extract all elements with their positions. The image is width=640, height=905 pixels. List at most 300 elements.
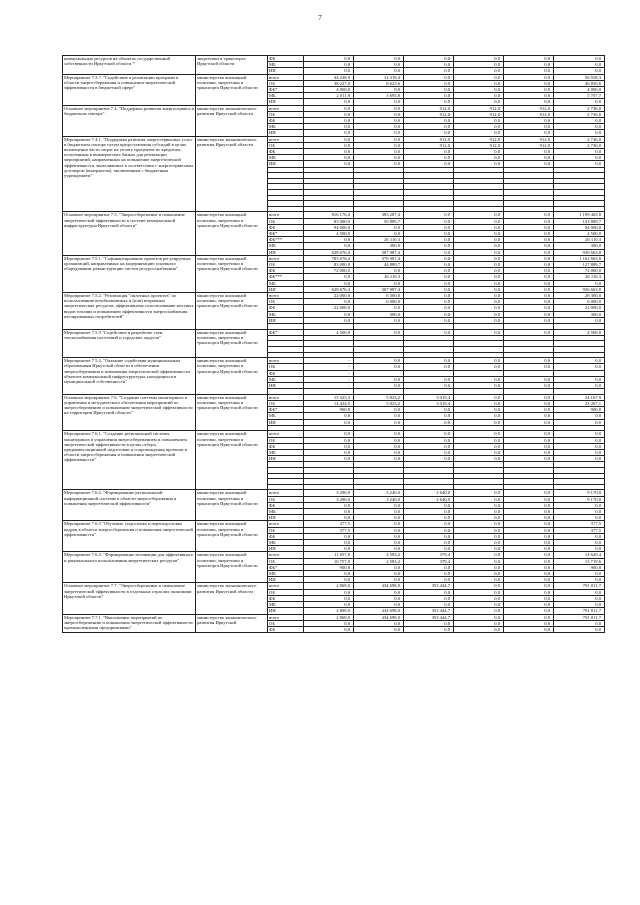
amount-cell: 0,0 (454, 564, 504, 570)
amount-cell: 0,0 (404, 74, 454, 80)
amount-cell: 0,0 (304, 130, 354, 136)
amount-cell: 0,0 (304, 124, 354, 130)
amount-cell: 912,0 (404, 105, 454, 111)
amount-cell: 0,0 (354, 383, 404, 389)
amount-cell: 5 707,7 (554, 93, 605, 99)
amount-cell: 0,0 (504, 450, 554, 456)
amount-cell: 0,0 (354, 105, 404, 111)
amount-cell: 0,0 (454, 437, 504, 443)
amount-cell: 0,0 (554, 515, 605, 521)
amount-cell: 0,0 (554, 149, 605, 155)
amount-cell: 0,0 (454, 394, 504, 400)
amount-cell: 0,0 (554, 124, 605, 130)
amount-cell: 0,0 (354, 364, 404, 370)
amount-cell: 0,0 (454, 626, 504, 632)
amount-cell: 0,0 (404, 595, 454, 601)
amount-cell: 0,0 (354, 149, 404, 155)
activity-name: Мероприятие 7.6.2. "Формирование региональной информационной системы в области энергосбережения и повышения энергетической эффективности" (63, 490, 196, 521)
amount-cell: 0,0 (404, 329, 454, 335)
amount-cell: 0,0 (504, 490, 554, 496)
amount-cell: 0,0 (454, 280, 504, 286)
amount-cell: 0,0 (404, 450, 454, 456)
amount-cell: 0,0 (454, 231, 504, 237)
amount-cell: 0,0 (454, 614, 504, 620)
amount-cell: 23 267,1 (554, 401, 605, 407)
amount-cell: 912,0 (504, 105, 554, 111)
amount-cell: 0,0 (304, 105, 354, 111)
amount-cell: 0,0 (454, 419, 504, 425)
amount-cell: 0,0 (454, 502, 504, 508)
amount-cell: 0,0 (504, 274, 554, 280)
funding-source-cell: ОБ (268, 299, 304, 305)
amount-cell: 0,0 (504, 515, 554, 521)
amount-cell: 0,0 (504, 509, 554, 515)
amount-cell: 0,0 (554, 502, 605, 508)
amount-cell: 377,5 (304, 521, 354, 527)
amount-cell: 2 869,0 (304, 614, 354, 620)
amount-cell: 0,0 (454, 602, 504, 608)
amount-cell: 24 167,9 (554, 394, 605, 400)
amount-cell: 0,0 (454, 364, 504, 370)
amount-cell: 0,0 (404, 293, 454, 299)
amount-cell: 46 850,6 (554, 80, 605, 86)
amount-cell: 0,0 (554, 437, 605, 443)
funding-source-cell: всего (268, 74, 304, 80)
amount-cell: 0,0 (304, 56, 354, 62)
amount-cell: 83 000,0 (304, 262, 354, 268)
funding-source-cell: всего (268, 394, 304, 400)
amount-cell: 0,0 (304, 443, 354, 449)
amount-cell: 3 240,0 (354, 496, 404, 502)
funding-source-cell: ИИ (268, 286, 304, 292)
amount-cell: 307 987,4 (354, 286, 404, 292)
amount-cell: 9 170,0 (554, 496, 605, 502)
amount-cell: 912,0 (454, 142, 504, 148)
funding-source-cell: МБ (268, 155, 304, 161)
amount-cell: 0,0 (354, 571, 404, 577)
amount-cell: 0,0 (304, 620, 354, 626)
amount-cell: 0,0 (504, 546, 554, 552)
activity-name: Мероприятие 7.3.7. "Содействие в реализации программ в области энергосбережения и повышения энергетической эффективности в бюджетной сфере" (63, 74, 196, 105)
amount-cell: 353 444,7 (404, 614, 454, 620)
amount-cell: 0,0 (504, 231, 554, 237)
amount-cell: 0,0 (304, 502, 354, 508)
funding-source-cell: всего (268, 136, 304, 142)
amount-cell: 0,0 (404, 155, 454, 161)
amount-cell: 94 000,0 (554, 224, 605, 230)
funding-source-cell: ФБ (268, 502, 304, 508)
amount-cell: 0,0 (504, 317, 554, 323)
amount-cell: 0,0 (504, 571, 554, 577)
amount-cell: 0,0 (354, 577, 404, 583)
funding-source-cell: МБ (268, 450, 304, 456)
amount-cell: 0,0 (404, 224, 454, 230)
amount-cell: 0,0 (304, 118, 354, 124)
amount-cell: 0,0 (404, 231, 454, 237)
responsible-executor: министерство экономического развития Иркутской области (196, 105, 268, 136)
amount-cell: 0,0 (454, 161, 504, 167)
responsible-executor: министерство жилищной политики, энергетики и транспорта Иркутской области (196, 255, 268, 292)
funding-source-cell: ИИ (268, 161, 304, 167)
amount-cell: 0,0 (304, 243, 354, 249)
funding-source-cell: ИИ (268, 383, 304, 389)
funding-source-cell: всего (268, 358, 304, 364)
amount-cell: 0,0 (504, 376, 554, 382)
amount-cell: 628 676,4 (304, 249, 354, 255)
amount-cell: 0,0 (454, 571, 504, 577)
amount-cell: 3 290,0 (304, 490, 354, 496)
amount-cell: 2 640,0 (404, 490, 454, 496)
responsible-executor: министерство экономического развития Иркутской области (196, 583, 268, 614)
amount-cell: 307 987,4 (354, 249, 404, 255)
amount-cell: 0,0 (354, 620, 404, 626)
amount-cell: 4 000,0 (554, 87, 605, 93)
amount-cell: 2 640,0 (404, 496, 454, 502)
amount-cell: 0,0 (404, 311, 454, 317)
amount-cell: 0,0 (354, 224, 404, 230)
activity-name: Мероприятие 7.5.3 "Содействие в разработке схем теплоснабжения поселений и городских округов" (63, 329, 196, 358)
funding-source-cell: ФБ (268, 443, 304, 449)
amount-cell: 0,0 (454, 329, 504, 335)
amount-cell: 0,0 (304, 456, 354, 462)
funding-source-cell: ФБ (268, 268, 304, 274)
funding-source-cell: МБ (268, 376, 304, 382)
amount-cell: 0,0 (554, 280, 605, 286)
funding-source-cell: ИИ (268, 515, 304, 521)
amount-cell: 0,0 (404, 317, 454, 323)
amount-cell: 0,0 (504, 311, 554, 317)
amount-cell: 0,0 (504, 130, 554, 136)
funding-source-cell: МБ (268, 280, 304, 286)
amount-cell: 0,0 (404, 56, 454, 62)
amount-cell: 0,0 (504, 419, 554, 425)
amount-cell: 0,0 (554, 620, 605, 626)
amount-cell: 0,0 (354, 329, 404, 335)
amount-cell: 0,0 (554, 383, 605, 389)
amount-cell: 4 500,0 (554, 231, 605, 237)
amount-cell: 0,0 (354, 407, 404, 413)
activity-name: Мероприятие 7.5.2. "Реализация "пилотных проектов" по использованию возобновляемых и (или) вторичных энергетических ресурсов, эффективному использованию местных видов топлива и повышению эффективности энергоснабжения изолированных потребителей" (63, 293, 196, 330)
amount-cell: 0,0 (404, 280, 454, 286)
amount-cell: 0,0 (304, 111, 354, 117)
amount-cell: 0,0 (404, 540, 454, 546)
responsible-executor: министерство жилищной политики, энергетики и транспорта Иркутской области (196, 358, 268, 395)
amount-cell: 0,0 (504, 620, 554, 626)
amount-cell: 0,0 (454, 99, 504, 105)
amount-cell: 0,0 (304, 311, 354, 317)
amount-cell: 0,0 (304, 155, 354, 161)
amount-cell: 0,0 (304, 413, 354, 419)
amount-cell: 127 889,7 (554, 262, 605, 268)
amount-cell: 0,0 (504, 56, 554, 62)
responsible-executor: министерство экономического развития Иркутской области (196, 136, 268, 212)
amount-cell: 0,0 (454, 212, 504, 218)
amount-cell: 0,0 (404, 431, 454, 437)
responsible-executor: министерство жилищной политики, энергетики и транспорта Иркутской области (196, 212, 268, 255)
amount-cell: 0,0 (304, 419, 354, 425)
funding-source-cell: МБ (268, 62, 304, 68)
funding-source-cell: ФБ (268, 118, 304, 124)
amount-cell: 38 227,0 (304, 80, 354, 86)
amount-cell: 2 736,0 (554, 142, 605, 148)
amount-cell: 0,0 (404, 124, 454, 130)
amount-cell: 0,0 (504, 394, 554, 400)
responsible-executor: министерство жилищной политики, энергетики и транспорта Иркутской области (196, 74, 268, 105)
amount-cell: 0,0 (504, 124, 554, 130)
amount-cell: 379,4 (404, 552, 454, 558)
amount-cell: 0,0 (504, 364, 554, 370)
amount-cell: 0,0 (454, 130, 504, 136)
amount-cell: 0,0 (354, 56, 404, 62)
amount-cell: 0,0 (304, 431, 354, 437)
amount-cell: 0,0 (304, 142, 354, 148)
amount-cell: 0,0 (454, 255, 504, 261)
amount-cell: 0,0 (454, 450, 504, 456)
amount-cell: 0,0 (504, 595, 554, 601)
amount-cell: 4 000,0 (304, 87, 354, 93)
amount-cell: 0,0 (404, 218, 454, 224)
amount-cell: 0,0 (554, 68, 605, 74)
amount-cell: 0,0 (454, 540, 504, 546)
amount-cell: 0,0 (404, 93, 454, 99)
funding-source-cell: ИИ (268, 419, 304, 425)
funding-source-cell: МБ (268, 509, 304, 515)
amount-cell: 12 319,4 (354, 74, 404, 80)
amount-cell: 0,0 (404, 364, 454, 370)
activity-name: Основное мероприятие 7.6. "Создание системы мониторинга и управления и методического обеспечения мероприятий по энергосбережению и повышению энергетической эффективности на территории Иркутской области" (63, 394, 196, 431)
activity-name: Мероприятие 7.6.3 "Обучение, подготовка и переподготовка кадров в области энергосбережения и повышения энергетической эффективности" (63, 521, 196, 552)
amount-cell: 912,0 (404, 111, 454, 117)
funding-source-cell: ФБ (268, 533, 304, 539)
funding-source-cell: МБ (268, 413, 304, 419)
responsible-executor: министерство жилищной политики, энергетики и транспорта Иркутской области (196, 431, 268, 490)
amount-cell: 0,0 (454, 249, 504, 255)
funding-source-cell: МБ (268, 571, 304, 577)
amount-cell: 0,0 (404, 376, 454, 382)
amount-cell: 3 240,0 (354, 490, 404, 496)
amount-cell: 0,0 (504, 255, 554, 261)
funding-source-cell: ОБ (268, 496, 304, 502)
amount-cell: 0,0 (304, 626, 354, 632)
amount-cell: 0,0 (504, 614, 554, 620)
funding-source-cell: ИИ (268, 68, 304, 74)
amount-cell: 0,0 (504, 224, 554, 230)
amount-cell: 0,0 (504, 268, 554, 274)
amount-cell: 0,0 (454, 118, 504, 124)
amount-cell: 0,0 (354, 456, 404, 462)
funding-source-cell: всего (268, 431, 304, 437)
amount-cell: 0,0 (404, 521, 454, 527)
amount-cell: 0,0 (354, 317, 404, 323)
amount-cell: 0,0 (554, 431, 605, 437)
amount-cell: 0,0 (504, 456, 554, 462)
amount-cell: 0,0 (554, 540, 605, 546)
budget-table (62, 55, 605, 633)
funding-source-cell: МБ (268, 93, 304, 99)
amount-cell: 8 623,6 (354, 80, 404, 86)
amount-cell: 26 110,3 (354, 237, 404, 243)
amount-cell: 1 162 663,8 (554, 255, 605, 261)
amount-cell: 0,0 (404, 149, 454, 155)
amount-cell: 0,0 (404, 589, 454, 595)
amount-cell: 0,0 (354, 626, 404, 632)
amount-cell: 0,0 (454, 274, 504, 280)
amount-cell: 0,0 (454, 515, 504, 521)
amount-cell: 44 238,9 (304, 74, 354, 80)
funding-source-cell: ФБ (268, 224, 304, 230)
amount-cell: 0,0 (454, 595, 504, 601)
amount-cell: 0,0 (354, 515, 404, 521)
amount-cell: 0,0 (354, 540, 404, 546)
amount-cell: 0,0 (504, 237, 554, 243)
amount-cell: 0,0 (354, 437, 404, 443)
amount-cell: 434 698,0 (354, 614, 404, 620)
amount-cell: 0,0 (304, 299, 354, 305)
amount-cell: 0,0 (454, 149, 504, 155)
amount-cell: 0,0 (304, 136, 354, 142)
amount-cell: 0,0 (404, 68, 454, 74)
amount-cell: 0,0 (504, 249, 554, 255)
activity-name: Основное мероприятие 7.7. "Энергосбережение и повышение энергетической эффективности в отдельных отраслях экономики Иркутской области" (63, 583, 196, 614)
amount-cell: - (304, 383, 354, 389)
amount-cell: 26 110,3 (554, 274, 605, 280)
funding-source-cell: ФБ* (268, 564, 304, 570)
funding-source-cell: ИИ (268, 249, 304, 255)
amount-cell: 434 698,0 (354, 583, 404, 589)
amount-cell: 0,0 (404, 299, 454, 305)
amount-cell: 0,0 (504, 431, 554, 437)
amount-cell: 0,0 (304, 509, 354, 515)
responsible-executor: энергетики и транспорта Иркутской области (196, 56, 268, 75)
amount-cell: 0,0 (304, 546, 354, 552)
activity-name: Основное мероприятие 7.4. "Поддержка развития энергосервиса в бюджетном секторе" (63, 105, 196, 136)
funding-source-cell: ИИ (268, 99, 304, 105)
amount-cell: 0,0 (504, 280, 554, 286)
amount-cell: 3 019,4 (404, 401, 454, 407)
amount-cell: 0,0 (404, 118, 454, 124)
amount-cell: 0,0 (354, 268, 404, 274)
amount-cell: 936 663,8 (554, 286, 605, 292)
amount-cell: 0,0 (554, 450, 605, 456)
amount-cell: 353 444,7 (404, 583, 454, 589)
amount-cell: 0,0 (454, 490, 504, 496)
amount-cell: 0,0 (354, 413, 404, 419)
activity-name: Мероприятие 7.6.4. "Формирование мотивации для эффективного и рационального использования энергетических ресурсов" (63, 552, 196, 583)
amount-cell: 14 424,5 (304, 401, 354, 407)
amount-cell: 0,0 (454, 124, 504, 130)
amount-cell: 72 000,0 (554, 268, 605, 274)
amount-cell: 28 300,0 (554, 293, 605, 299)
amount-cell: 0,0 (554, 376, 605, 382)
amount-cell: 0,0 (504, 602, 554, 608)
amount-cell: 0,0 (454, 509, 504, 515)
funding-source-cell: ФБ* (268, 407, 304, 413)
amount-cell: 377,5 (554, 527, 605, 533)
funding-source-cell: ФБ* (268, 87, 304, 93)
amount-cell: 3 695,8 (354, 93, 404, 99)
amount-cell: 936 663,8 (554, 249, 605, 255)
amount-cell: 0,0 (504, 521, 554, 527)
amount-cell: 26 110,3 (354, 274, 404, 280)
funding-source-cell: ИИ (268, 317, 304, 323)
amount-cell: 0,0 (304, 533, 354, 539)
amount-cell: 0,0 (304, 515, 354, 521)
amount-cell: 0,0 (354, 118, 404, 124)
amount-cell: 900,8 (554, 564, 605, 570)
funding-source-cell: МБ (268, 243, 304, 249)
responsible-executor: министерство жилищной политики, энергетики и транспорта Иркутской области (196, 490, 268, 521)
amount-cell: 0,0 (404, 533, 454, 539)
amount-cell: 0,0 (404, 62, 454, 68)
amount-cell: 0,0 (504, 286, 554, 292)
amount-cell: 3 019,4 (404, 394, 454, 400)
amount-cell: 0,0 (504, 443, 554, 449)
amount-cell: 0,0 (554, 358, 605, 364)
amount-cell: 383 287,4 (354, 212, 404, 218)
amount-cell: 0,0 (454, 608, 504, 614)
amount-cell: 22 000,0 (554, 305, 605, 311)
amount-cell: 0,0 (304, 99, 354, 105)
amount-cell: 377,5 (304, 527, 354, 533)
amount-cell: 6 300,0 (354, 293, 404, 299)
amount-cell: 0,0 (354, 155, 404, 161)
amount-cell: 0,0 (404, 274, 454, 280)
amount-cell: 0,0 (404, 249, 454, 255)
amount-cell: 0,0 (454, 286, 504, 292)
amount-cell: 0,0 (404, 443, 454, 449)
amount-cell: 0,0 (354, 602, 404, 608)
amount-cell: 0,0 (554, 161, 605, 167)
amount-cell: 0,0 (354, 136, 404, 142)
amount-cell: 0,0 (504, 589, 554, 595)
amount-cell: 0,0 (354, 509, 404, 515)
amount-cell: 0,0 (454, 358, 504, 364)
amount-cell: 0,0 (454, 155, 504, 161)
funding-source-cell: ОБ (268, 218, 304, 224)
amount-cell: 912,0 (504, 142, 554, 148)
amount-cell: 0,0 (504, 87, 554, 93)
amount-cell: - (304, 376, 354, 382)
amount-cell: 0,0 (354, 527, 404, 533)
amount-cell: 0,0 (454, 413, 504, 419)
amount-cell: 2 736,0 (554, 111, 605, 117)
amount-cell: 900,8 (554, 407, 605, 413)
amount-cell: 0,0 (404, 620, 454, 626)
amount-cell: 14 620,4 (554, 552, 605, 558)
amount-cell: 2 583,2 (354, 552, 404, 558)
amount-cell: 0,0 (404, 80, 454, 86)
amount-cell: 0,0 (354, 280, 404, 286)
amount-cell: 0,0 (404, 407, 454, 413)
amount-cell: 0,0 (504, 68, 554, 74)
amount-cell: 0,0 (354, 87, 404, 93)
funding-source-cell: ОБ (268, 142, 304, 148)
amount-cell: 0,0 (454, 431, 504, 437)
amount-cell: 0,0 (454, 93, 504, 99)
amount-cell: 0,0 (304, 68, 354, 74)
amount-cell: 0,0 (454, 533, 504, 539)
amount-cell: 0,0 (454, 305, 504, 311)
amount-cell: 0,0 (504, 305, 554, 311)
amount-cell: 0,0 (354, 419, 404, 425)
amount-cell: 0,0 (454, 577, 504, 583)
funding-source-cell: ФБ (268, 149, 304, 155)
amount-cell: 0,0 (504, 329, 554, 335)
funding-source-cell: ОБ (268, 262, 304, 268)
funding-source-cell: ИИ (268, 608, 304, 614)
funding-source-cell: ФБ* (268, 231, 304, 237)
funding-source-cell: ОБ (268, 620, 304, 626)
